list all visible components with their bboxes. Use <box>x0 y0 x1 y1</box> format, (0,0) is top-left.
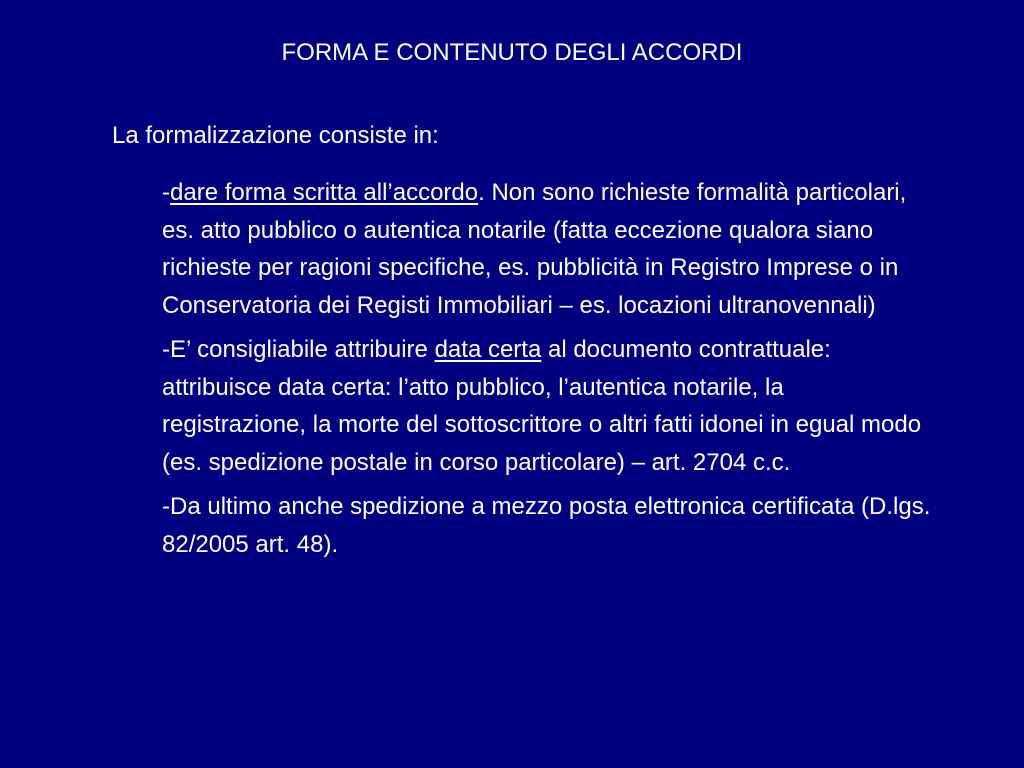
bullet-body: -Da ultimo anche spedizione a mezzo posta elettronica certificata (D.lgs. 82/2005 art. 48). <box>162 493 931 558</box>
bullet-prefix: -E’ consigliabile attribuire <box>162 336 435 363</box>
underlined-phrase: data certa <box>434 336 542 363</box>
bullet-item-certain-date <box>162 331 932 481</box>
bullet-item-pec <box>162 488 932 563</box>
bullet-body: al documento contrattuale: attribuisce data certa: l’atto pubblico, l’autentica notarile, la registrazione, la morte del sottoscrittore o altri fatti idonei in egual modo (es. spedizione postale in corso particolare) – art. 2704 c.c. <box>162 336 922 476</box>
bullet-prefix: - <box>162 179 170 206</box>
slide-title: FORMA E CONTENUTO DEGLI ACCORDI <box>281 39 743 66</box>
underlined-phrase: dare forma scritta all’accordo <box>170 179 479 206</box>
bullet-body: . Non sono richieste formalità particolari, es. atto pubblico o autentica notarile (fatta eccezione qualora siano richieste per ragioni specifiche, es. pubblicità in Registro Imprese o in Conservatoria dei Registi Immobiliari – es. locazioni ultranovennali) <box>162 179 907 319</box>
bullet-list <box>162 174 932 570</box>
intro-text: La formalizzazione consiste in: <box>112 122 439 149</box>
bullet-item-written-form <box>162 174 932 324</box>
